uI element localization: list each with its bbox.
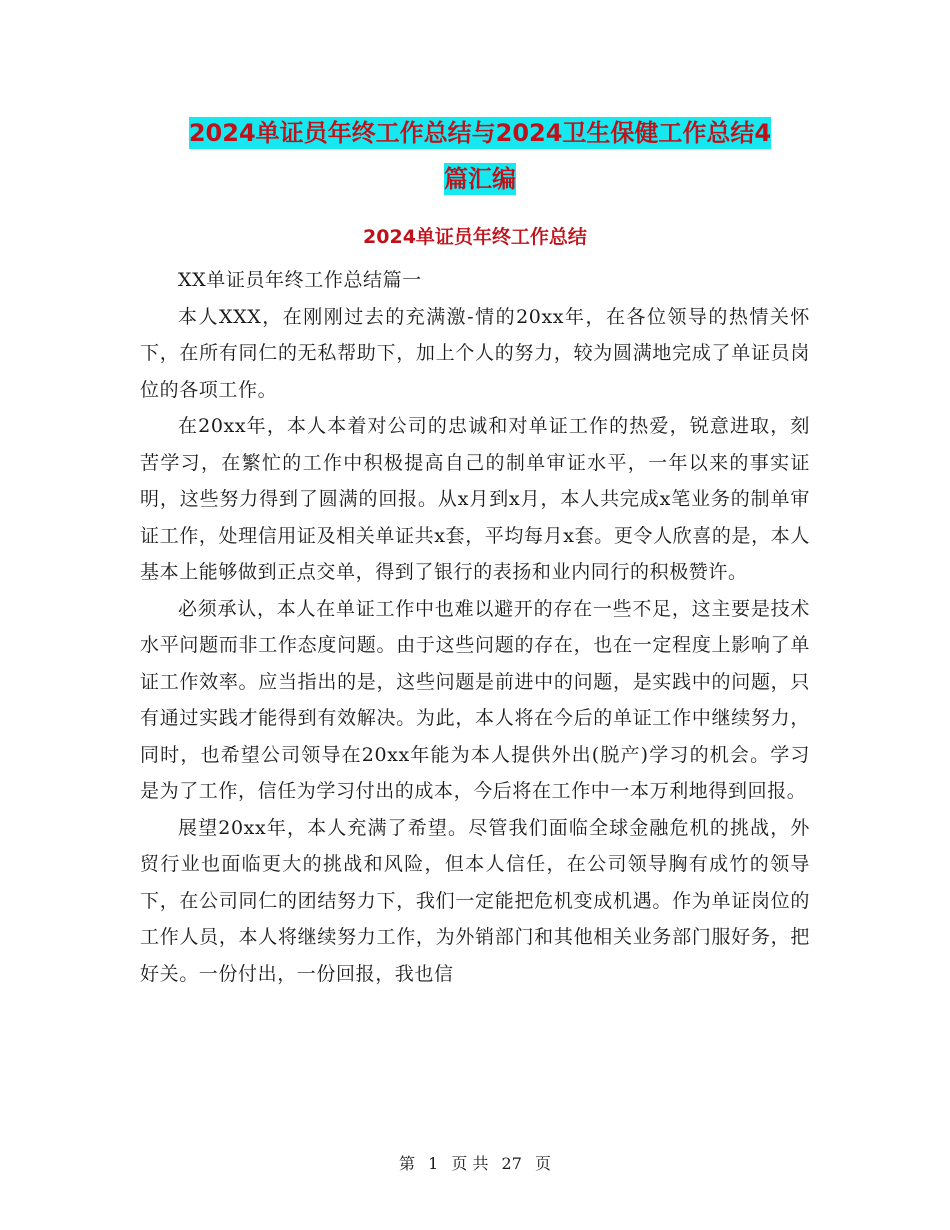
paragraph: 必须承认，本人在单证工作中也难以避开的存在一些不足，这主要是技术水平问题而非工作态度问题。由于这些问题的存在，也在一定程度上影响了单证工作效率。应当指出的是，这些问题是前进中的问题，是实践中的问题，只有通过实践才能得到有效解决。为此，本人将在今后的单证工作中继续努力，同时，也希望公司领导在20xx年能为本人提供外出(脱产)学习的机会。学习是为了工作，信任为学习付出的成本，今后将在工作中一本万利地得到回报。 <box>140 597 810 802</box>
document-title-line1: 2024单证员年终工作总结与2024卫生保健工作总结4 <box>188 119 772 147</box>
paragraph: 展望20xx年，本人充满了希望。尽管我们面临全球金融危机的挑战，外贸行业也面临更大的挑战和风险，但本人信任，在公司领导胸有成竹的领导下，在公司同仁的团结努力下，我们一定能把危机变成机遇。作为单证岗位的工作人员，本人将继续努力工作，为外销部门和其他相关业务部门服好务，把好关。一份付出，一份回报，我也信 <box>140 816 810 985</box>
footer-total-pages: 27 <box>501 1154 522 1173</box>
footer-page-number: 1 <box>428 1154 439 1173</box>
paragraph-subheading: XX单证员年终工作总结篇一 <box>178 269 422 291</box>
document-body <box>140 262 810 992</box>
document-title <box>140 110 820 202</box>
footer-mid: 页 共 <box>451 1154 489 1173</box>
section-title: 2024单证员年终工作总结 <box>363 226 587 248</box>
paragraph: 本人XXX，在刚刚过去的充满激-情的20xx年，在各位领导的热情关怀下，在所有同仁的无私帮助下，加上个人的努力，较为圆满地完成了单证员岗位的各项工作。 <box>140 305 810 401</box>
paragraph: 在20xx年，本人本着对公司的忠诚和对单证工作的热爱，锐意进取，刻苦学习，在繁忙的工作中积极提高自己的制单审证水平，一年以来的事实证明，这些努力得到了圆满的回报。从x月到x月，本人共完成x笔业务的制单审证工作，处理信用证及相关单证共x套，平均每月x套。更令人欣喜的是，本人基本上能够做到正点交单，得到了银行的表扬和业内同行的积极赞许。 <box>140 415 810 583</box>
document-title-line2: 篇汇编 <box>444 165 516 193</box>
footer-suffix: 页 <box>535 1154 552 1173</box>
footer-prefix: 第 <box>398 1154 415 1173</box>
page-footer <box>0 1152 950 1176</box>
